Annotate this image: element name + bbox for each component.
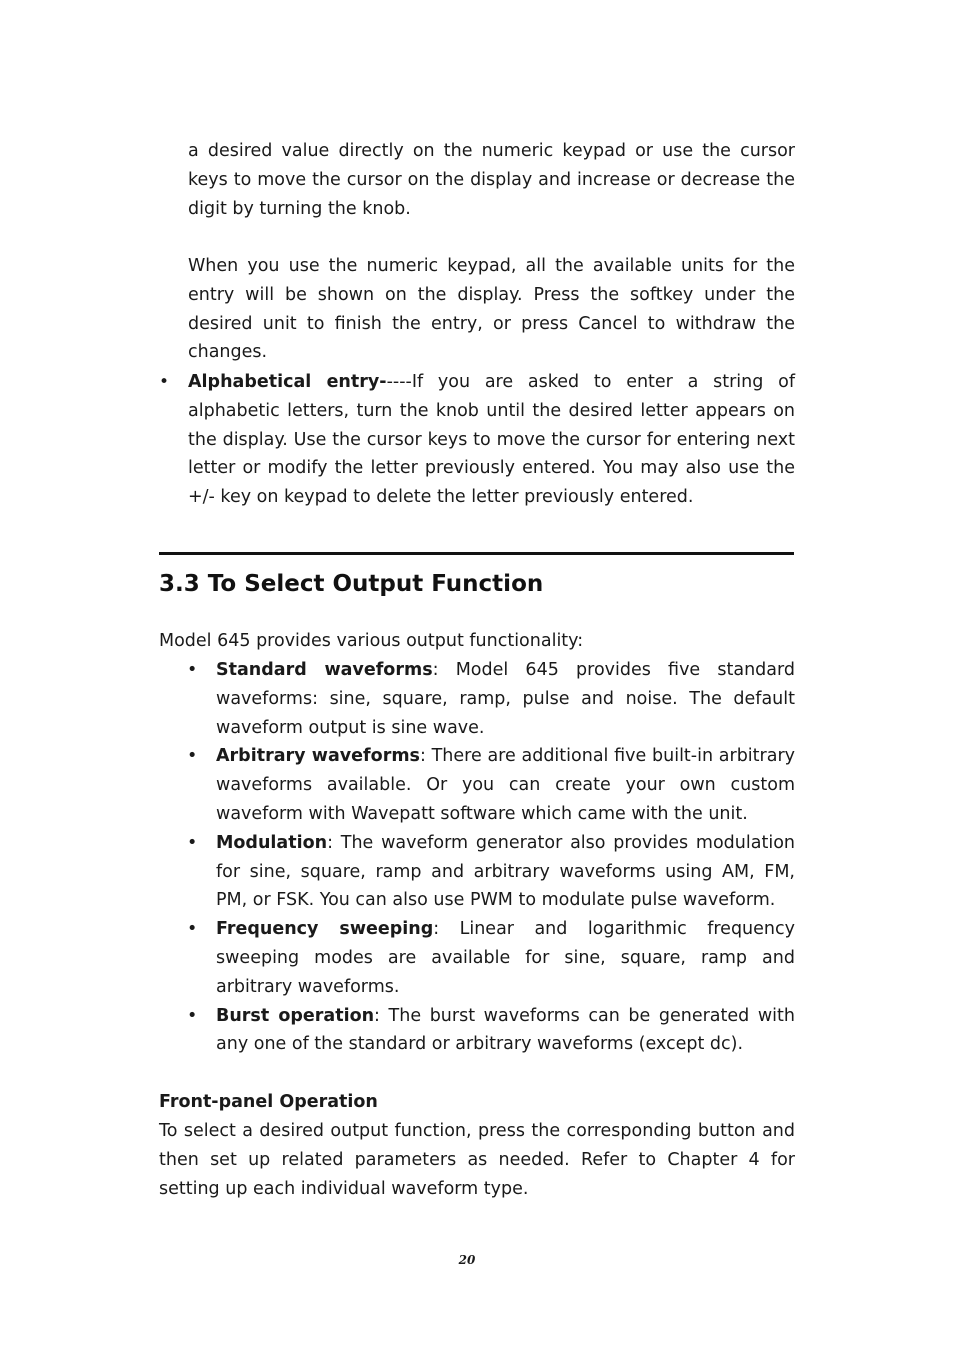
alpha-entry-paragraph xyxy=(188,368,795,512)
feature-label: Standard waveforms xyxy=(216,660,433,680)
feature-text: : Model 645 provides five standard waveforms: sine, square, ramp, pulse and noise. The default waveform output is sine wave. xyxy=(216,660,795,738)
subheading-front-panel: Front-panel Operation xyxy=(159,1092,378,1112)
feature-text: : There are additional five built-in arbitrary waveforms available. Or you can create your own custom waveform with Wavepatt software which came with the unit. xyxy=(216,746,796,824)
feature-label: Arbitrary waveforms xyxy=(216,746,420,767)
list-bullet: • xyxy=(187,746,198,767)
list-item xyxy=(187,1002,795,1060)
list-bullet: • xyxy=(187,1005,198,1026)
intro-paragraph-2: When you use the numeric keypad, all the available units for the entry will be shown on the display. Press the softkey under the desired unit to finish the entry, or press Cancel to withdraw the changes. xyxy=(188,256,795,363)
list-bullet: • xyxy=(187,919,198,940)
feature-text: : The waveform generator also provides modulation for sine, square, ramp and arbitrary waveforms using AM, FM, PM, or FSK. You can also use PWM to modulate pulse waveform. xyxy=(216,832,795,911)
closing-paragraph: To select a desired output function, press the corresponding button and then set up related parameters as needed. Refer to Chapter 4 for setting up each individual waveform type. xyxy=(159,1121,795,1199)
page-number: 20 xyxy=(458,1253,476,1267)
list-item xyxy=(187,915,795,1001)
list-item xyxy=(187,742,795,828)
alpha-entry-label: Alphabetical entry- xyxy=(188,372,387,392)
feature-label: Burst operation xyxy=(216,1005,375,1026)
feature-label: Modulation xyxy=(216,832,328,853)
section-title: 3.3 To Select Output Function xyxy=(159,571,544,597)
list-item xyxy=(187,656,795,742)
feature-list xyxy=(187,656,795,1059)
feature-label: Frequency sweeping xyxy=(216,919,434,940)
section-divider xyxy=(159,552,794,555)
intro-paragraph-1: a desired value directly on the numeric keypad or use the cursor keys to move the cursor on the display and increase or decrease the digit by turning the knob. xyxy=(188,141,795,219)
alpha-entry-bullet: • xyxy=(159,372,170,392)
list-bullet: • xyxy=(187,660,198,680)
section-intro: Model 645 provides various output functionality: xyxy=(159,631,584,651)
alpha-entry-text: ----If you are asked to enter a string of alphabetic letters, turn the knob until the desired letter appears on the display. Use the cursor keys to move the cursor for entering next letter or modify the letter previously entered. You may also use the +/- key on keypad to delete the letter previously entered. xyxy=(188,372,795,508)
list-bullet: • xyxy=(187,832,198,853)
feature-text: : Linear and logarithmic frequency sweeping modes are available for sine, square, ramp and arbitrary waveforms. xyxy=(216,919,795,997)
feature-text: : The burst waveforms can be generated with any one of the standard or arbitrary waveforms (except dc). xyxy=(216,1005,795,1055)
list-item xyxy=(187,829,795,915)
